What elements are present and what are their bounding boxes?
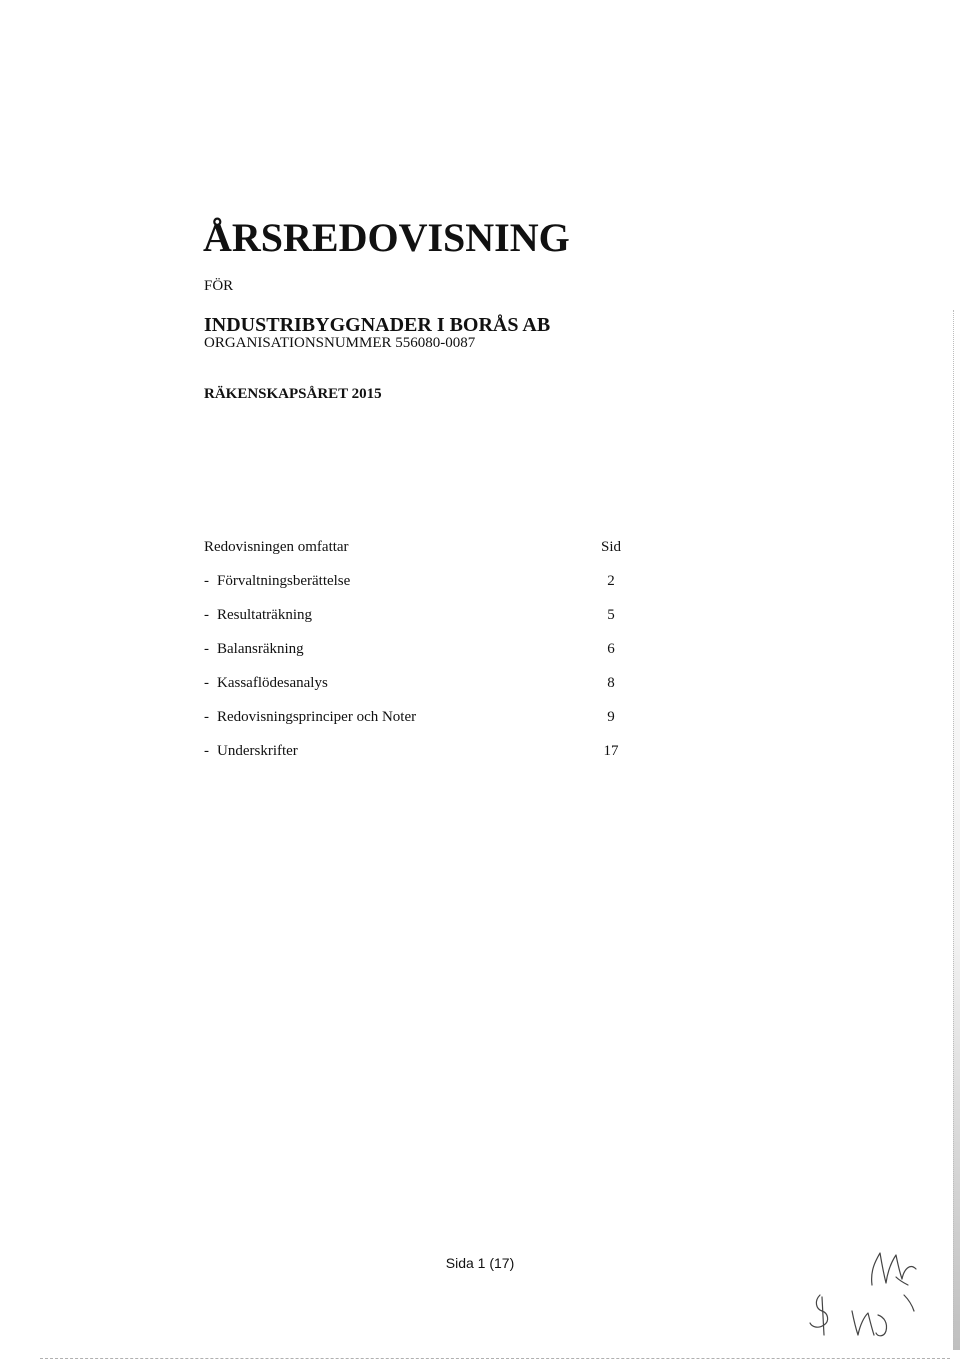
for-label: FÖR bbox=[204, 278, 234, 294]
toc-item-page: 8 bbox=[607, 675, 615, 691]
handwritten-initials bbox=[800, 1225, 930, 1345]
document-title: ÅRSREDOVISNING bbox=[203, 215, 570, 260]
toc-item-label: Kassaflödesanalys bbox=[217, 675, 328, 691]
toc-header-row bbox=[204, 538, 624, 572]
toc-item bbox=[204, 572, 624, 606]
toc-item bbox=[204, 674, 624, 708]
fiscal-year: RÄKENSKAPSÅRET 2015 bbox=[204, 386, 382, 402]
scan-bottom-artifact bbox=[40, 1358, 950, 1360]
toc-item bbox=[204, 606, 624, 640]
page-footer: Sida 1 (17) bbox=[445, 1255, 515, 1271]
toc-item bbox=[204, 708, 624, 742]
toc-item-dash: - bbox=[204, 641, 209, 657]
organization-number: ORGANISATIONSNUMMER 556080-0087 bbox=[204, 335, 476, 351]
toc-item-label: Underskrifter bbox=[217, 743, 298, 759]
toc-page-column-header: Sid bbox=[600, 539, 621, 555]
toc-item-dash: - bbox=[204, 709, 209, 725]
toc-item-page: 5 bbox=[607, 607, 615, 623]
toc-item-dash: - bbox=[204, 573, 209, 589]
toc-item-page: 6 bbox=[607, 641, 615, 657]
toc-item-dash: - bbox=[204, 743, 209, 759]
toc-item bbox=[204, 640, 624, 674]
toc-item-label: Resultaträkning bbox=[217, 607, 312, 623]
toc-item bbox=[204, 742, 624, 776]
toc-item-page: 17 bbox=[603, 743, 619, 759]
toc-item-page: 2 bbox=[607, 573, 615, 589]
toc-item-dash: - bbox=[204, 607, 209, 623]
toc-item-dash: - bbox=[204, 675, 209, 691]
toc-item-label: Redovisningsprinciper och Noter bbox=[217, 709, 417, 725]
toc-item-label: Balansräkning bbox=[217, 641, 304, 657]
company-name: INDUSTRIBYGGNADER I BORÅS AB bbox=[204, 314, 551, 336]
toc-item-page: 9 bbox=[607, 709, 615, 725]
toc-item-label: Förvaltningsberättelse bbox=[217, 573, 351, 589]
toc-heading: Redovisningen omfattar bbox=[204, 539, 349, 555]
scan-edge-artifact bbox=[953, 310, 960, 1350]
table-of-contents bbox=[204, 538, 624, 776]
